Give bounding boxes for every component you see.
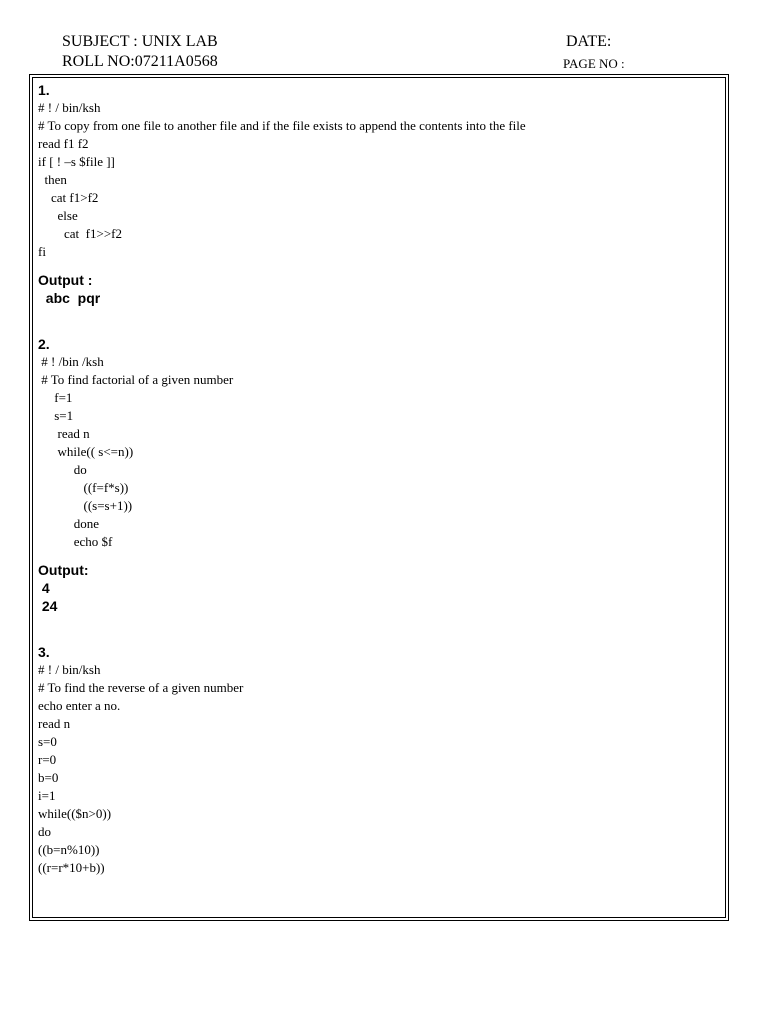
code-line: done xyxy=(38,516,100,531)
code-line: echo enter a no. xyxy=(38,698,121,713)
code-line: ((f=f*s)) xyxy=(38,480,129,495)
code-line: read n xyxy=(38,716,71,731)
code-line: f=1 xyxy=(38,390,73,405)
code-line: then xyxy=(38,172,67,187)
code-line: ((s=s+1)) xyxy=(38,498,133,513)
code-line: s=0 xyxy=(38,734,57,749)
program-3-number: 3. xyxy=(38,644,50,660)
program-1-number: 1. xyxy=(38,82,50,98)
page-content xyxy=(38,81,718,877)
output-line: 24 xyxy=(38,598,58,614)
code-line: if [ ! –s $file ]] xyxy=(38,154,115,169)
code-line: ((b=n%10)) xyxy=(38,842,100,857)
code-line: cat f1>f2 xyxy=(38,190,99,205)
code-line: cat f1>>f2 xyxy=(38,226,122,241)
code-line: # To find the reverse of a given number xyxy=(38,680,244,695)
subject-label: SUBJECT : UNIX LAB xyxy=(62,33,218,50)
date-label: DATE: xyxy=(566,33,612,50)
code-line: while(( s<=n)) xyxy=(38,444,134,459)
code-line: echo $f xyxy=(38,534,113,549)
code-line: ((r=r*10+b)) xyxy=(38,860,105,875)
roll-number: ROLL NO:07211A0568 xyxy=(62,53,218,70)
program-2-number: 2. xyxy=(38,336,50,352)
program-1-output-label: Output : xyxy=(38,272,93,288)
code-line: else xyxy=(38,208,78,223)
output-line: abc pqr xyxy=(38,290,101,306)
code-line: # ! / bin/ksh xyxy=(38,662,101,677)
page-number-label: PAGE NO : xyxy=(563,56,625,71)
code-line: r=0 xyxy=(38,752,57,767)
code-line: read n xyxy=(38,426,90,441)
code-line: i=1 xyxy=(38,788,56,803)
code-line: read f1 f2 xyxy=(38,136,89,151)
code-line: # To find factorial of a given number xyxy=(38,372,234,387)
output-line: 4 xyxy=(38,580,50,596)
code-line: do xyxy=(38,824,51,839)
code-line: do xyxy=(38,462,87,477)
code-line: # ! /bin /ksh xyxy=(38,354,104,369)
code-line: # To copy from one file to another file and if the file exists to append the contents into the file xyxy=(38,118,526,133)
code-line: # ! / bin/ksh xyxy=(38,100,101,115)
code-line: s=1 xyxy=(38,408,74,423)
code-line: fi xyxy=(38,244,46,259)
code-line: while(($n>0)) xyxy=(38,806,112,821)
code-line: b=0 xyxy=(38,770,59,785)
program-2-output-label: Output: xyxy=(38,562,89,578)
